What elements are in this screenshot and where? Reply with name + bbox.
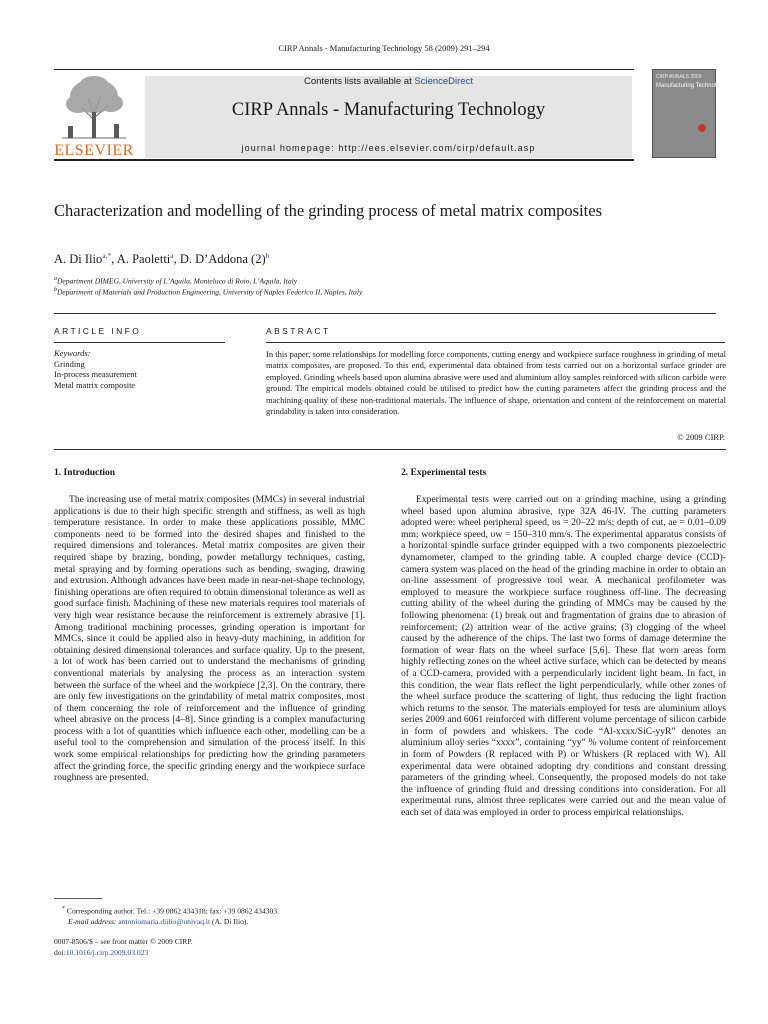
keywords-label: Keywords:: [54, 348, 91, 358]
author-name[interactable]: D. D’Addona (2): [179, 252, 266, 267]
journal-name: CIRP Annals - Manufacturing Technology: [231, 100, 546, 120]
experimental-body: [401, 494, 726, 819]
paragraph: Experimental tests were carried out on a grinding machine, using a grinding wheel based upon alumina abrasive, type 32A 46-IV. The cutting parameters adopted were: wheel peripheral speed, υs = 20–22 m/s; depth of cut, ae = 0.01–0.09 mm; workpiece speed, υw = 150–310 mm/s. The experimental apparatus consists of a horizontal spindle surface grinder equipped with a two components piezoelectric dynamometer, clamped to the grinding table. A coupled charge device (CCD)-camera system was placed on the head of the grinding machine in order to obtain an on-line assessment of progressive tool wear. A mechanical profilometer was employed to measure the workpiece surface roughness off-line. The decreasing cutting ability of the wheel during the grinding of MMCs may be caused by the following phenomena: (1) break out and fragmentation of grains due to abrasion of reinforcement; (2) attrition wear of the active grains; (3) clogging of the wheel caused by the adherence of the chips. The last two forms of damage determine the formation of wear flats on the wheel surface [5,6]. These flat worn areas form highly reflecting zones on the wheel active surface, which can be detected by means of a CCD-camera, provided with a perpendicularly incident light beam. In fact, in this condition, the wear flats reflect the light perpendicularly, while other zones of the wheel surface produce the scattering of light, thus reducing the light fraction which returns to the sensor. The materials employed for tests are aluminium alloys series 2009 and 6061 reinforced with different volume percentage of silicon carbide in form of powders and whiskers. The code “Al-xxxx/SiC-yyR” denotes an aluminium alloy series “xxxx”, containing “yy” % volume content of reinforcement in form of Powders (R replaced with P) or Whiskers (R replaced with W). All experimental data were obtained adopting dry conditions and constant dressing parameters of the grinding wheel. Consequently, the proposed models do not take the influence of grinding fluid and dressing conditions into consideration. For all experimental runs, almost three replicates were carried out and the mean value of each set of data was employed in order to process empirical relationships.: [401, 494, 726, 819]
section-heading-introduction: 1. Introduction: [54, 468, 116, 478]
author-name[interactable]: A. Paoletti: [116, 252, 171, 267]
cover-seal-icon: [698, 124, 706, 132]
contents-availability: [145, 76, 632, 87]
abstract-bottom-rule: [54, 449, 726, 450]
email-suffix: (A. Di Ilio).: [212, 916, 249, 926]
author-list: A. Di Ilio$^{a,*}$, A. Paoletti$^a$, D. D’Addona $(2)^b$: [54, 251, 270, 267]
doi-link[interactable]: 10.1016/j.cirp.2009.03.023: [65, 947, 149, 957]
article-info-heading: ARTICLE INFO: [54, 326, 142, 336]
email-link[interactable]: antoniomaria.diilio@univaq.it: [118, 916, 211, 926]
affiliation-mark: b: [54, 287, 57, 293]
affiliation-divider: [54, 313, 716, 314]
contents-prefix: Contents lists available at: [304, 76, 415, 87]
masthead-bottom-rule: [54, 159, 634, 161]
abstract-copyright: © 2009 CIRP.: [677, 432, 725, 442]
affiliation-b: [54, 287, 362, 297]
footnote-rule: [54, 898, 102, 899]
affiliation-text: Department DIMEG, University of L’Aquila, Monteluco di Roio, L’Aquila, Italy: [57, 276, 298, 286]
cover-line-1: CIRP ANNALS 2009: [656, 74, 702, 80]
author-name[interactable]: A. Di Ilio: [54, 252, 103, 267]
keyword-item[interactable]: Metal matrix composite: [54, 379, 136, 390]
homepage-prefix: journal homepage:: [241, 143, 339, 153]
sciencedirect-link[interactable]: ScienceDirect: [414, 76, 473, 87]
email-label: E-mail address:: [68, 916, 117, 926]
footnote-mark: *: [62, 906, 65, 912]
masthead-top-rule: [54, 69, 634, 70]
corresponding-author-note: Corresponding author. Tel.: +39 0862 434318; fax: +39 0862 434303.: [66, 906, 279, 916]
publisher-logo-text: ELSEVIER: [54, 142, 134, 159]
homepage-url-link[interactable]: http://ees.elsevier.com/cirp/default.asp: [338, 143, 536, 153]
author-affiliation-mark[interactable]: a: [170, 251, 174, 260]
author-affiliation-mark[interactable]: b: [265, 251, 270, 260]
affiliation-a: [54, 276, 297, 286]
cover-line-2: Manufacturing Technology: [656, 83, 726, 89]
running-head: CIRP Annals - Manufacturing Technology 58 (2009) 291–294: [278, 43, 490, 53]
front-matter: [54, 937, 394, 958]
keyword-item[interactable]: In-process measurement: [54, 369, 137, 379]
abstract-text: In this paper, some relationships for modelling force components, cutting energy and workpiece surface roughness in grinding of metal matrix composites, are proposed. To this end, experimental data obtained from tests carried out on a horizontal surface grinder are employed. Grinding wheels based upon alumina abrasive were used and aluminium alloy samples reinforced with silicon carbide were ground. The empirical models obtained could be utilised to predict how the cutting parameters affect the grinding process and the machining quality of these non-traditional materials. The influence of shape, orientation and content of the reinforcement on material grindability is taken into consideration.: [266, 349, 726, 417]
article-info-rule: [54, 342, 225, 343]
paragraph: The increasing use of metal matrix composites (MMCs) in several industrial applications is due to their high specific strength and stiffness, as well as high temperature resistance. In order to make these applications possible, MMC components need to be formed into the desired shapes and finished to the required dimensions and tolerances. Metal matrix composites are given their required shape by brazing, bonding, powder metallurgy techniques, casting, metal spraying and by forming operations such as bending, swaging, drawing and extrusion. Although advances have been made in near-net-shape technology, finishing operations are often required to obtain dimensional tolerance as well as good surface finish. Machining of these new materials requires tool materials of very high wear resistance because the reinforcement is extremely abrasive [1]. Among traditional machining processes, grinding operation is important for MMCs, since it could be applied also in heavy-duty machining, in addition for obtaining desired dimensional tolerances and surface quality. Up to the present, a lot of work has been carried out to understand the mechanisms of grinding conventional materials by analysing the process as an interaction system between the surface of the wheel and the workpiece [2,3]. On the contrary, there are only few investigations on the grindability of metal matrix composites, most of them concerning the role of reinforcement and the influence of grinding wheel abrasive on the process [4–8]. Since grinding is a complex manufacturing process with a lot of quantities which influence each other, modelling can be a useful tool to the comprehension and simulation of the process itself. In this work some empirical relationships for predicting how the grinding parameters affect the grinding force, the specific grinding energy and the workpiece surface roughness are presented.: [54, 494, 365, 784]
issn-line: 0007-8506/$ – see front matter © 2009 CIRP.: [54, 937, 193, 946]
introduction-body: [54, 494, 365, 784]
abstract-rule: [266, 342, 725, 343]
author-affiliation-mark[interactable]: a,*: [102, 251, 112, 260]
section-heading-experimental: 2. Experimental tests: [401, 468, 487, 478]
article-title: Characterization and modelling of the grinding process of metal matrix composites: [54, 201, 603, 220]
affiliation-text: Department of Materials and Production Engineering, University of Naples Federico II, Naples, Italy: [57, 287, 363, 297]
doi-prefix: doi:: [54, 947, 66, 957]
keyword-item[interactable]: Grinding: [54, 358, 85, 369]
journal-homepage: [145, 143, 632, 153]
keywords-block: [54, 348, 137, 390]
abstract-heading: ABSTRACT: [266, 326, 331, 336]
affiliation-mark: a: [54, 276, 57, 282]
footnote: [62, 904, 392, 927]
